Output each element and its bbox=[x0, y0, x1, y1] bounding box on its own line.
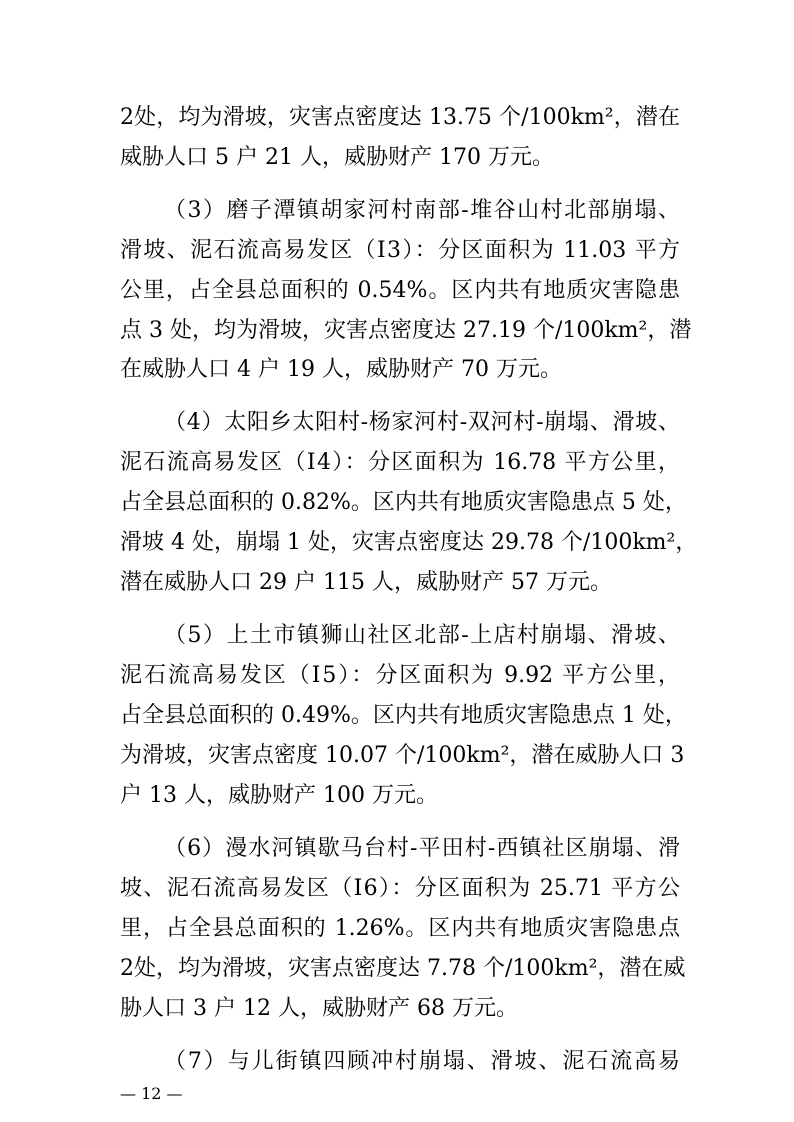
text-line: （5）上土市镇狮山社区北部-上店村崩塌、滑坡、 bbox=[164, 623, 680, 648]
text-line: 占全县总面积的 0.49%。区内共有地质灾害隐患点 1 处， bbox=[120, 703, 687, 728]
text-line: 滑坡 4 处，崩塌 1 处，灾害点密度达 29.78 个/100km²， bbox=[120, 530, 698, 555]
text-line: 户 13 人，威胁财产 100 万元。 bbox=[120, 783, 438, 808]
text-line: 2处，均为滑坡，灾害点密度达 13.75 个/100km²，潜在 bbox=[120, 105, 680, 130]
text-line: （4）太阳乡太阳村-杨家河村-双河村-崩塌、滑坡、 bbox=[164, 410, 680, 435]
text-line: 占全县总面积的 0.82%。区内共有地质灾害隐患点 5 处， bbox=[120, 490, 687, 515]
text-line: 为滑坡，灾害点密度 10.07 个/100km²，潜在威胁人口 3 bbox=[120, 743, 685, 768]
text-line: 泥石流高易发区（Ⅰ5）：分区面积为 9.92 平方公里， bbox=[120, 663, 680, 688]
text-line: 胁人口 3 户 12 人，威胁财产 68 万元。 bbox=[120, 996, 518, 1021]
text-line: 点 3 处，均为滑坡，灾害点密度达 27.19 个/100km²，潜 bbox=[120, 318, 692, 343]
text-line: 威胁人口 5 户 21 人，威胁财产 170 万元。 bbox=[120, 145, 554, 170]
text-line: 在威胁人口 4 户 19 人，威胁财产 70 万元。 bbox=[120, 357, 562, 382]
text-line: 泥石流高易发区（Ⅰ4）：分区面积为 16.78 平方公里， bbox=[120, 450, 680, 475]
text-line: 里，占全县总面积的 1.26%。区内共有地质灾害隐患点 bbox=[120, 916, 680, 941]
text-line: （3）磨子潭镇胡家河村南部-堆谷山村北部崩塌、 bbox=[164, 198, 680, 223]
text-line: （7）与儿街镇四顾冲村崩塌、滑坡、泥石流高易 bbox=[164, 1049, 680, 1074]
text-line: 2处，均为滑坡，灾害点密度达 7.78 个/100km²，潜在威 bbox=[120, 956, 686, 981]
text-line: 潜在威胁人口 29 户 115 人，威胁财产 57 万元。 bbox=[120, 570, 612, 595]
text-line: 坡、泥石流高易发区（Ⅰ6）：分区面积为 25.71 平方公 bbox=[120, 876, 680, 901]
page-number: — 12 — bbox=[120, 1084, 183, 1103]
text-line: 滑坡、泥石流高易发区（Ⅰ3）：分区面积为 11.03 平方 bbox=[120, 238, 680, 263]
text-line: （6）漫水河镇歇马台村-平田村-西镇社区崩塌、滑 bbox=[164, 836, 680, 861]
text-line: 公里，占全县总面积的 0.54%。区内共有地质灾害隐患 bbox=[120, 278, 680, 303]
